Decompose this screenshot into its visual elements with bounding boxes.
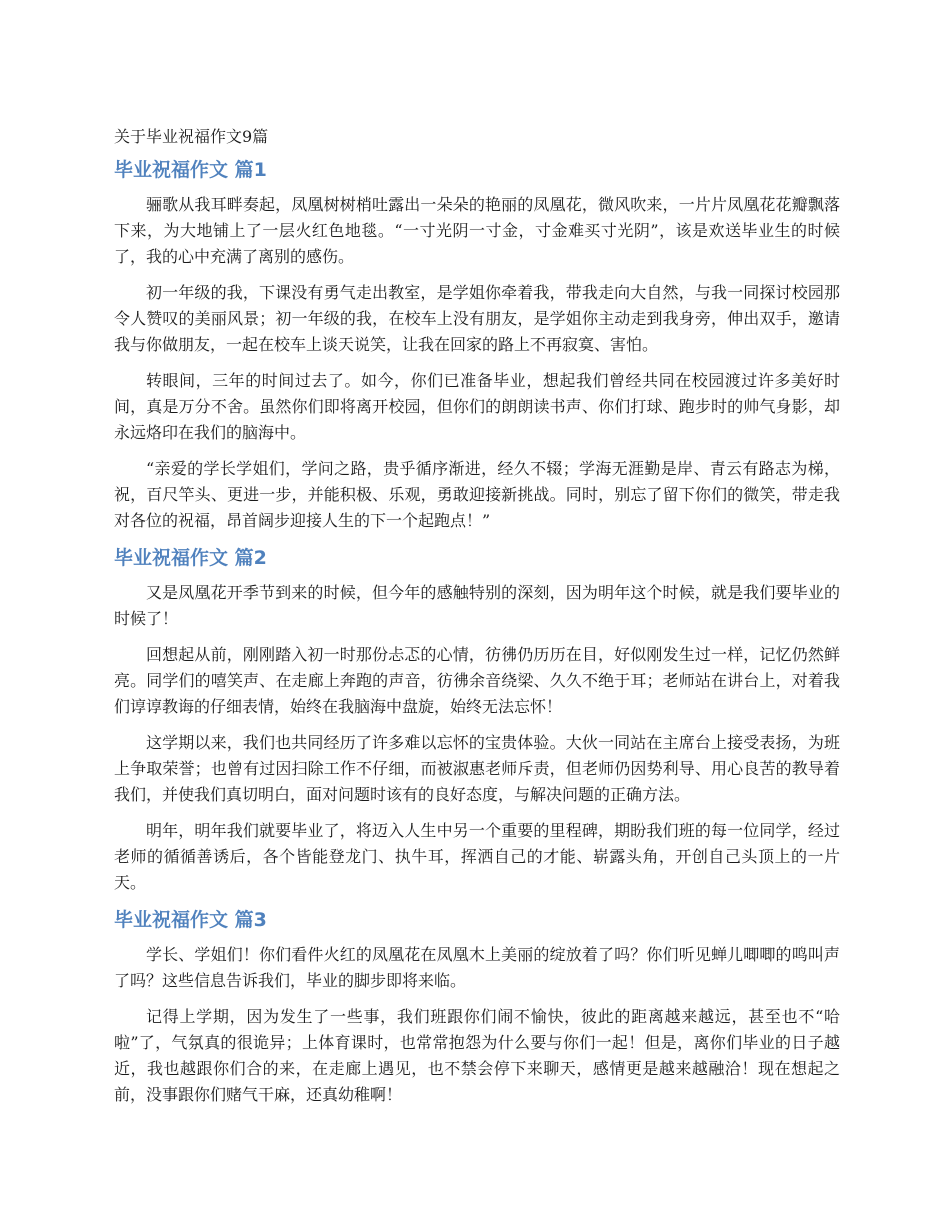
- document-page: [114, 124, 840, 1118]
- paragraph: 又是凤凰花开季节到来的时候，但今年的感触特别的深刻，因为明年这个时候，就是我们要毕业的时候了！: [114, 583, 840, 628]
- document-title: 关于毕业祝福作文9篇: [114, 127, 269, 146]
- paragraph: 初一年级的我，下课没有勇气走出教室，是学姐你牵着我，带我走向大自然，与我一同探讨校园那令人赞叹的美丽风景；初一年级的我，在校车上没有朋友，是学姐你主动走到我身旁，伸出双手，邀请我与你做朋友，一起在校车上谈天说笑，让我在回家的路上不再寂寞、害怕。: [114, 283, 840, 354]
- section-heading: 毕业祝福作文 篇2: [114, 547, 267, 569]
- paragraph: 骊歌从我耳畔奏起，凤凰树树梢吐露出一朵朵的艳丽的凤凰花，微风吹来，一片片凤凰花花瓣飘落下来，为大地铺上了一层火红色地毯。“一寸光阴一寸金，寸金难买寸光阴”，该是欢送毕业生的时候了，我的心中充满了离别的感伤。: [114, 195, 840, 266]
- section-heading: 毕业祝福作文 篇1: [114, 159, 267, 181]
- section-heading: 毕业祝福作文 篇3: [114, 909, 267, 931]
- paragraph: 记得上学期，因为发生了一些事，我们班跟你们闹不愉快，彼此的距离越来越远，甚至也不“哈啦”了，气氛真的很诡异；上体育课时，也常常抱怨为什么要与你们一起！但是，离你们毕业的日子越近，我也越跟你们合的来，在走廊上遇见，也不禁会停下来聊天，感情更是越来越融洽！现在想起之前，没事跟你们赌气干麻，还真幼稚啊！: [114, 1007, 840, 1104]
- paragraph: 明年，明年我们就要毕业了，将迈入人生中另一个重要的里程碑，期盼我们班的每一位同学，经过老师的循循善诱后，各个皆能登龙门、执牛耳，挥洒自己的才能、崭露头角，开创自己头顶上的一片天。: [114, 821, 840, 892]
- paragraph: 学长、学姐们！你们看件火红的凤凰花在凤凰木上美丽的绽放着了吗？你们听见蝉儿唧唧的鸣叫声了吗？这些信息告诉我们，毕业的脚步即将来临。: [114, 945, 840, 990]
- section-2: [114, 544, 840, 896]
- paragraph: “亲爱的学长学姐们，学问之路，贵乎循序渐进，经久不辍；学海无涯勤是岸、青云有路志为梯，祝，百尺竿头、更进一步，并能积极、乐观，勇敢迎接新挑战。同时，别忘了留下你们的微笑，带走我对各位的祝福，昂首阔步迎接人生的下一个起跑点！”: [114, 459, 840, 530]
- paragraph: 回想起从前，刚刚踏入初一时那份忐忑的心情，彷彿仍历历在目，好似刚发生过一样，记忆仍然鲜亮。同学们的嘻笑声、在走廊上奔跑的声音，彷彿余音绕梁、久久不绝于耳；老师站在讲台上，对着我们谆谆教诲的仔细表情，始终在我脑海中盘旋，始终无法忘怀！: [114, 645, 840, 716]
- paragraph: 这学期以来，我们也共同经历了许多难以忘怀的宝贵体验。大伙一同站在主席台上接受表扬，为班上争取荣誉；也曾有过因扫除工作不仔细，而被淑惠老师斥责，但老师仍因势利导、用心良苦的教导着我们，并使我们真切明白，面对问题时该有的良好态度，与解决问题的正确方法。: [114, 733, 840, 804]
- section-3: [114, 906, 840, 1108]
- paragraph: 转眼间，三年的时间过去了。如今，你们已准备毕业，想起我们曾经共同在校园渡过许多美好时间，真是万分不舍。虽然你们即将离开校园，但你们的朗朗读书声、你们打球、跑步时的帅气身影，却永远烙印在我们的脑海中。: [114, 371, 840, 442]
- section-1: [114, 156, 840, 534]
